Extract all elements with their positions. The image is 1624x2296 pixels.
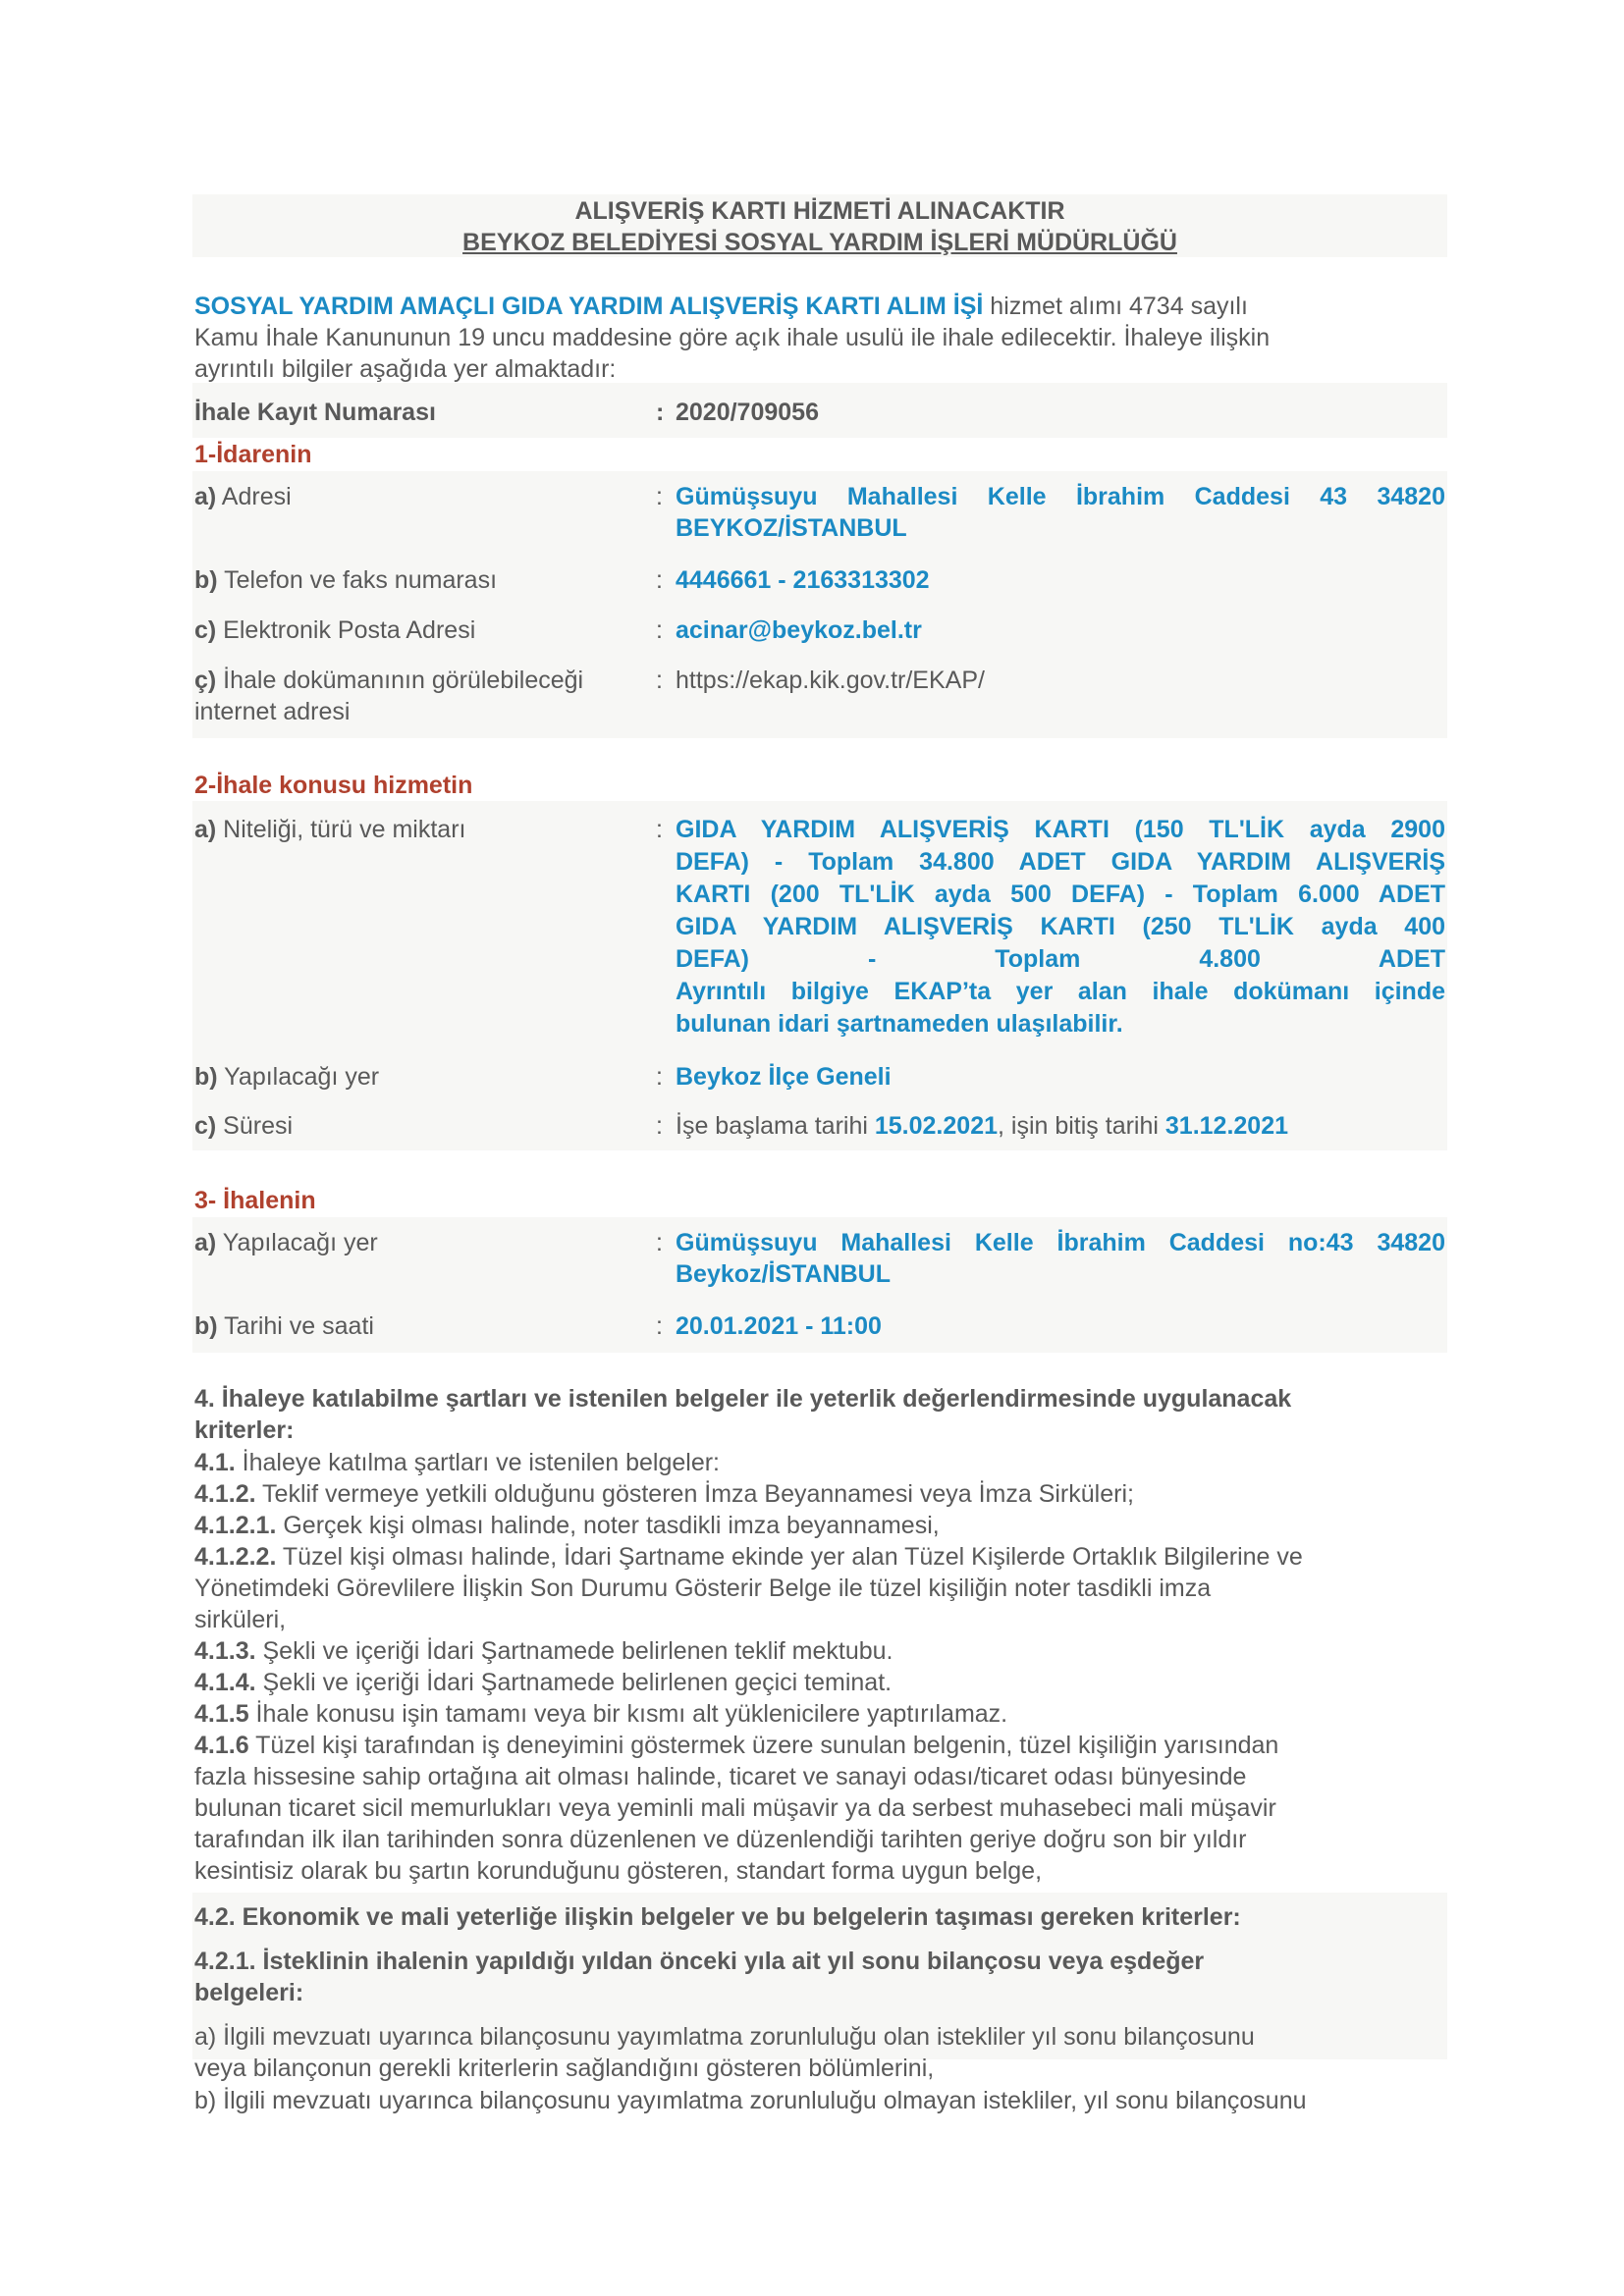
s1-c-label bbox=[194, 614, 475, 646]
section4-heading-1: 4. İhaleye katılabilme şartları ve istenilen belgeler ile yeterlik değerlendirmesinde uygulanacak bbox=[194, 1385, 1292, 1413]
criteria-line bbox=[194, 1855, 1445, 1887]
s2-a-value-6: Ayrıntılı bilgiye EKAP’ta yer alan ihale dokümanı içinde bbox=[676, 978, 1445, 1005]
s2-a-text: Niteliği, türü ve miktarı bbox=[216, 816, 466, 843]
criteria-number: 4.1.2.2. bbox=[194, 1543, 277, 1571]
criteria-line bbox=[194, 1792, 1445, 1824]
s1-a-label bbox=[194, 481, 292, 512]
criteria-text: Gerçek kişi olması halinde, noter tasdikli imza beyannamesi, bbox=[276, 1512, 940, 1539]
s2-c-mid: , işin bitiş tarihi bbox=[998, 1112, 1165, 1140]
s3-a-key: a) bbox=[194, 1229, 217, 1256]
s2-a-value-5: DEFA) - Toplam 4.800 ADET bbox=[676, 945, 1445, 973]
colon: : bbox=[656, 1229, 663, 1256]
colon: : bbox=[656, 1063, 663, 1091]
criteria-line bbox=[194, 1730, 1445, 1761]
colon: : bbox=[656, 667, 663, 694]
colon: : bbox=[656, 399, 665, 426]
s2-b-text: Yapılacağı yer bbox=[217, 1063, 380, 1091]
s1-c-text: Elektronik Posta Adresi bbox=[216, 616, 476, 644]
s1-b-value: 4446661 - 2163313302 bbox=[676, 566, 930, 594]
criteria-line bbox=[194, 1761, 1445, 1792]
criteria-text: Yönetimdeki Görevlilere İlişkin Son Durumu Gösterir Belge ile tüzel kişiliğin noter tasdikli imza bbox=[194, 1575, 1212, 1602]
criteria-line bbox=[194, 1447, 1445, 1478]
criteria-text: Şekli ve içeriği İdari Şartnamede belirlenen teklif mektubu. bbox=[255, 1637, 893, 1665]
section2-heading: 2-İhale konusu hizmetin bbox=[194, 772, 473, 799]
s2-a-value-4: GIDA YARDIM ALIŞVERİŞ KARTI (250 TL'LİK ayda 400 bbox=[676, 913, 1445, 940]
s2-a-label bbox=[194, 814, 465, 845]
criteria-text: Tüzel kişi olması halinde, İdari Şartname ekinde yer alan Tüzel Kişilerde Ortaklık Bilgilerine ve bbox=[276, 1543, 1303, 1571]
criteria-text: İhale konusu işin tamamı veya bir kısmı alt yüklenicilere yaptırılamaz. bbox=[248, 1700, 1008, 1728]
section42-heading: 4.2. Ekonomik ve mali yeterliğe ilişkin belgeler ve bu belgelerin taşıması gereken kriterler: bbox=[194, 1903, 1241, 1931]
s2-c-key: c) bbox=[194, 1112, 217, 1140]
s3-a-label bbox=[194, 1227, 378, 1258]
s2-a-value-2: DEFA) - Toplam 34.800 ADET GIDA YARDIM ALIŞVERİŞ bbox=[676, 848, 1445, 876]
colon: : bbox=[656, 1312, 663, 1340]
section421-line-3: b) İlgili mevzuatı uyarınca bilançosunu yayımlatma zorunluluğu olmayan istekliler, yıl sonu bilançosunu bbox=[194, 2087, 1307, 2114]
colon: : bbox=[656, 483, 663, 510]
s2-a-value-7: bulunan idari şartnameden ulaşılabilir. bbox=[676, 1010, 1123, 1038]
s2-a-value-1: GIDA YARDIM ALIŞVERİŞ KARTI (150 TL'LİK ayda 2900 bbox=[676, 816, 1445, 843]
criteria-line bbox=[194, 1478, 1445, 1510]
s1-a-value-2: BEYKOZ/İSTANBUL bbox=[676, 514, 907, 542]
section421-line-1: a) İlgili mevzuatı uyarınca bilançosunu yayımlatma zorunluluğu olan istekliler yıl sonu bilançosunu bbox=[194, 2023, 1255, 2051]
criteria-number: 4.1. bbox=[194, 1449, 236, 1476]
criteria-line bbox=[194, 1510, 1445, 1541]
title-line2-text: BEYKOZ BELEDİYESİ SOSYAL YARDIM İŞLERİ MÜDÜRLÜĞÜ bbox=[462, 229, 1177, 256]
criteria-line bbox=[194, 1541, 1445, 1573]
criteria-line bbox=[194, 1698, 1445, 1730]
section4-heading-2: kriterler: bbox=[194, 1416, 295, 1444]
s2-b-label bbox=[194, 1061, 379, 1093]
criteria-number: 4.1.5 bbox=[194, 1700, 249, 1728]
s3-a-text: Yapılacağı yer bbox=[216, 1229, 378, 1256]
colon: : bbox=[656, 566, 663, 594]
criteria-text: İhaleye katılma şartları ve istenilen belgeler: bbox=[235, 1449, 721, 1476]
intro-line1 bbox=[194, 291, 1445, 322]
section3-heading: 3- İhalenin bbox=[194, 1187, 316, 1214]
s2-c-value bbox=[676, 1110, 1445, 1142]
criteria-number: 4.1.2. bbox=[194, 1480, 256, 1508]
criteria-line bbox=[194, 1604, 1445, 1635]
s2-b-key: b) bbox=[194, 1063, 218, 1091]
kayit-label: İhale Kayıt Numarası bbox=[194, 399, 436, 426]
s3-b-label bbox=[194, 1310, 374, 1342]
colon: : bbox=[656, 1112, 663, 1140]
criteria-text: sirküleri, bbox=[194, 1606, 287, 1633]
kayit-value: 2020/709056 bbox=[676, 399, 819, 426]
s3-b-key: b) bbox=[194, 1312, 218, 1340]
s1-a-value-1: Gümüşsuyu Mahallesi Kelle İbrahim Caddesi 43 34820 bbox=[676, 483, 1445, 510]
section1-heading: 1-İdarenin bbox=[194, 441, 312, 468]
criteria-text: Teklif vermeye yetkili olduğunu gösteren İmza Beyannamesi veya İmza Sirküleri; bbox=[255, 1480, 1134, 1508]
section421-line-2: veya bilançonun gerekli kriterlerin sağlandığını gösteren bölümlerini, bbox=[194, 2055, 935, 2082]
s3-a-value-2: Beykoz/İSTANBUL bbox=[676, 1260, 892, 1288]
intro-line1-rest: hizmet alımı 4734 sayılı bbox=[983, 293, 1248, 320]
criteria-number: 4.1.2.1. bbox=[194, 1512, 277, 1539]
criteria-number: 4.1.4. bbox=[194, 1669, 256, 1696]
s1-c-key: c) bbox=[194, 616, 217, 644]
section421-heading-2: belgeleri: bbox=[194, 1979, 304, 2006]
s1-d-label bbox=[194, 665, 583, 696]
start-date: 15.02.2021 bbox=[874, 1112, 998, 1140]
s1-d-text: İhale dokümanının görülebileceği bbox=[216, 667, 584, 694]
colon: : bbox=[656, 816, 663, 843]
s2-c-text: Süresi bbox=[216, 1112, 294, 1140]
s1-d-key: ç) bbox=[194, 667, 217, 694]
s3-b-value: 20.01.2021 - 11:00 bbox=[676, 1312, 882, 1340]
s2-a-value-3: KARTI (200 TL'LİK ayda 500 DEFA) - Toplam 6.000 ADET bbox=[676, 881, 1445, 908]
criteria-text: Tüzel kişi tarafından iş deneyimini göstermek üzere sunulan belgenin, tüzel kişiliğin yarısından bbox=[248, 1732, 1279, 1759]
s1-b-key: b) bbox=[194, 566, 218, 594]
s1-a-key: a) bbox=[194, 483, 217, 510]
criteria-text: bulunan ticaret sicil memurlukları veya yeminli mali müşavir ya da serbest muhasebeci mali müşavir bbox=[194, 1794, 1276, 1822]
s2-c-label bbox=[194, 1110, 293, 1142]
title-line1: ALIŞVERİŞ KARTI HİZMETİ ALINACAKTIR bbox=[574, 197, 1065, 225]
s3-b-text: Tarihi ve saati bbox=[217, 1312, 374, 1340]
criteria-line bbox=[194, 1824, 1445, 1855]
intro-highlight: SOSYAL YARDIM AMAÇLI GIDA YARDIM ALIŞVERİŞ KARTI ALIM İŞİ bbox=[194, 293, 984, 320]
intro-line2: Kamu İhale Kanununun 19 uncu maddesine göre açık ihale usulü ile ihale edilecektir. İhaleye ilişkin bbox=[194, 324, 1271, 351]
end-date: 31.12.2021 bbox=[1164, 1112, 1289, 1140]
s1-a-text: Adresi bbox=[216, 483, 292, 510]
section421-heading-1: 4.2.1. İsteklinin ihalenin yapıldığı yıldan önceki yıla ait yıl sonu bilançosu veya eşdeğer bbox=[194, 1948, 1205, 1975]
criteria-text: kesintisiz olarak bu şartın korunduğunu gösteren, standart forma uygun belge, bbox=[194, 1857, 1043, 1885]
criteria-number: 4.1.6 bbox=[194, 1732, 249, 1759]
criteria-line bbox=[194, 1635, 1445, 1667]
email-link[interactable]: acinar@beykoz.bel.tr bbox=[676, 616, 922, 644]
title-line2 bbox=[192, 227, 1447, 258]
s2-a-key: a) bbox=[194, 816, 217, 843]
criteria-number: 4.1.3. bbox=[194, 1637, 256, 1665]
s2-c-pre: İşe başlama tarihi bbox=[676, 1112, 875, 1140]
criteria-text: Şekli ve içeriği İdari Şartnamede belirlenen geçici teminat. bbox=[255, 1669, 893, 1696]
criteria-line bbox=[194, 1573, 1445, 1604]
s3-a-value-1: Gümüşsuyu Mahallesi Kelle İbrahim Caddesi no:43 34820 bbox=[676, 1229, 1445, 1256]
criteria-text: tarafından ilk ilan tarihinden sonra düzenlenen ve düzenlendiği tarihten geriye doğru son bir yıldır bbox=[194, 1826, 1247, 1853]
criteria-line bbox=[194, 1667, 1445, 1698]
s1-b-label bbox=[194, 564, 497, 596]
colon: : bbox=[656, 616, 663, 644]
s1-b-text: Telefon ve faks numarası bbox=[217, 566, 498, 594]
s1-d-label2: internet adresi bbox=[194, 698, 351, 725]
intro-line3: ayrıntılı bilgiler aşağıda yer almaktadır: bbox=[194, 355, 617, 383]
criteria-text: fazla hissesine sahip ortağına ait olması halinde, ticaret ve sanayi odası/ticaret odası bünyesinde bbox=[194, 1763, 1247, 1790]
ekap-link[interactable]: https://ekap.kik.gov.tr/EKAP/ bbox=[676, 667, 985, 694]
s2-b-value: Beykoz İlçe Geneli bbox=[676, 1063, 892, 1091]
